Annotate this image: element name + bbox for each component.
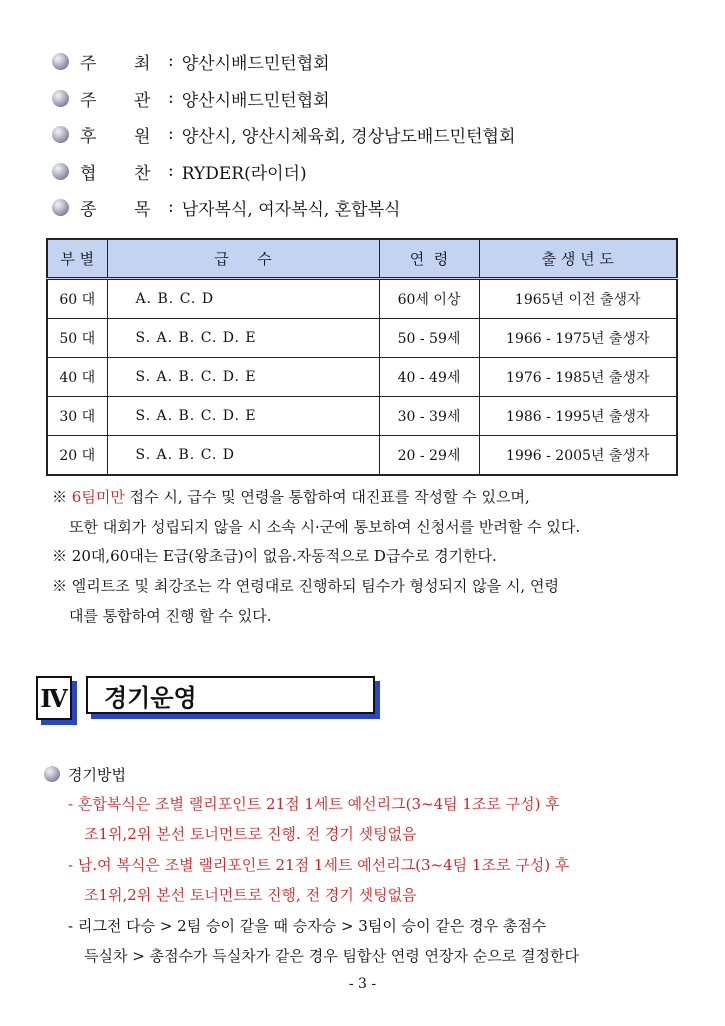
table-row <box>47 279 677 319</box>
method-line-1: - 혼합복식은 조별 랠리포인트 21점 1세트 예선리그(3~4팀 1조로 구성) 후 <box>68 795 560 813</box>
note-text: 접수 시, 급수 및 연령을 통합하여 대진표를 작성할 수 있으며, <box>124 488 530 506</box>
cell-division: 50 대 <box>47 319 107 358</box>
info-row-sponsor <box>52 120 515 148</box>
cell-division: 30 대 <box>47 397 107 436</box>
cell-birth-year: 1976 - 1985년 출생자 <box>479 358 677 397</box>
section-title: 경기운영 <box>86 676 375 714</box>
method-line-1b: 조1위,2위 본선 토너먼트로 진행. 전 경기 셋팅없음 <box>84 825 417 843</box>
table-row <box>47 358 677 397</box>
bullet-icon <box>52 90 69 107</box>
cell-division: 40 대 <box>47 358 107 397</box>
note-3-line2: 대를 통합하여 진행 할 수 있다. <box>69 607 272 625</box>
page-number: - 3 - <box>348 976 377 992</box>
method-line-2b: 조1위,2위 본선 토너먼트로 진행, 전 경기 셋팅없음 <box>84 886 417 904</box>
cell-age: 60세 이상 <box>379 279 479 319</box>
age-division-table <box>46 238 678 476</box>
header-grade: 급 수 <box>107 239 379 279</box>
cell-age: 50 - 59세 <box>379 319 479 358</box>
cell-birth-year: 1996 - 2005년 출생자 <box>479 436 677 476</box>
method-heading <box>44 762 126 786</box>
colon: : <box>168 51 174 71</box>
note-text: 20대,60대는 E급(왕초급)이 없음.자동적으로 D급수로 경기한다. <box>71 547 497 565</box>
bullet-icon <box>52 126 69 143</box>
cell-grade: S. A. B. C. D. E <box>107 358 379 397</box>
bullet-icon <box>52 163 69 180</box>
info-value: 양산시배드민턴협회 <box>181 90 330 111</box>
info-value: RYDER(라이더) <box>181 163 307 184</box>
info-key: 주 <box>80 53 97 74</box>
cell-birth-year: 1966 - 1975년 출생자 <box>479 319 677 358</box>
bullet-icon <box>52 53 69 70</box>
info-key: 종 <box>80 199 97 220</box>
cell-grade: S. A. B. C. D. E <box>107 397 379 436</box>
note-mark: ※ <box>52 577 68 595</box>
colon: : <box>168 88 174 108</box>
info-value: 양산시배드민턴협회 <box>181 53 330 74</box>
note-2 <box>52 542 497 570</box>
info-key: 후 <box>80 126 97 147</box>
method-line-2: - 남.여 복식은 조별 랠리포인트 21점 1세트 예선리그(3~4팀 1조로 구성) 후 <box>68 856 570 874</box>
colon: : <box>168 197 174 217</box>
note-highlight: 6팀미만 <box>71 488 125 506</box>
info-value: 남자복식, 여자복식, 혼합복식 <box>181 199 401 220</box>
cell-grade: S. A. B. C. D. E <box>107 319 379 358</box>
info-key: 관 <box>134 90 151 111</box>
info-key: 찬 <box>134 163 151 184</box>
info-row-cooperation <box>52 157 307 185</box>
table-header-row <box>47 239 677 279</box>
table-row <box>47 319 677 358</box>
header-age: 연 령 <box>379 239 479 279</box>
method-line-3: - 리그전 다승 > 2팀 승이 같을 때 승자승 > 3팀이 승이 같은 경우 총점수 <box>68 917 547 935</box>
cell-grade: A. B. C. D <box>107 279 379 319</box>
table-row <box>47 397 677 436</box>
note-mark: ※ <box>52 488 68 506</box>
cell-division: 20 대 <box>47 436 107 476</box>
cell-birth-year: 1986 - 1995년 출생자 <box>479 397 677 436</box>
info-row-events <box>52 193 400 221</box>
note-3 <box>52 572 559 600</box>
method-heading-text: 경기방법 <box>68 765 126 784</box>
info-row-host <box>52 47 330 75</box>
table-row <box>47 436 677 476</box>
info-key: 주 <box>80 90 97 111</box>
note-1 <box>52 483 530 511</box>
cell-birth-year: 1965년 이전 출생자 <box>479 279 677 319</box>
info-key: 목 <box>134 199 151 220</box>
colon: : <box>168 124 174 144</box>
cell-division: 60 대 <box>47 279 107 319</box>
cell-age: 40 - 49세 <box>379 358 479 397</box>
method-line-3b: 득실차 > 총점수가 득실차가 같은 경우 팀합산 연령 연장자 순으로 결정한다 <box>84 947 579 965</box>
cell-age: 30 - 39세 <box>379 397 479 436</box>
bullet-icon <box>52 199 69 216</box>
info-key: 협 <box>80 163 97 184</box>
header-division: 부 별 <box>47 239 107 279</box>
note-mark: ※ <box>52 547 68 565</box>
cell-grade: S. A. B. C. D <box>107 436 379 476</box>
colon: : <box>168 161 174 181</box>
info-key: 최 <box>134 53 151 74</box>
cell-age: 20 - 29세 <box>379 436 479 476</box>
info-value: 양산시, 양산시체육회, 경상남도배드민턴협회 <box>181 126 516 147</box>
header-birth-year: 출 생 년 도 <box>479 239 677 279</box>
bullet-icon <box>44 766 60 782</box>
section-number-box: Ⅳ <box>36 676 72 720</box>
note-text: 엘리트조 및 최강조는 각 연령대로 진행하되 팀수가 형성되지 않을 시, 연령 <box>71 577 559 595</box>
info-key: 원 <box>134 126 151 147</box>
info-row-organizer <box>52 84 330 112</box>
note-1-line2: 또한 대회가 성립되지 않을 시 소속 시·군에 통보하여 신청서를 반려할 수 있다. <box>69 518 581 536</box>
